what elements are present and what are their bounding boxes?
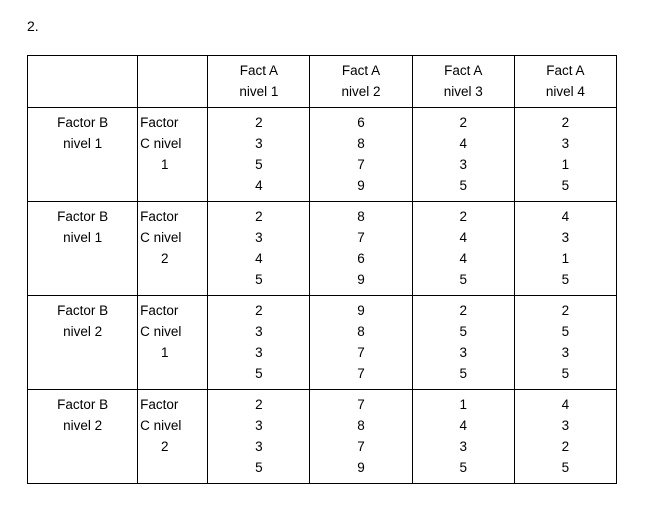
cell-values: [514, 202, 616, 296]
value: 2: [255, 303, 263, 318]
value: 3: [561, 230, 570, 245]
cell-values: [208, 202, 310, 296]
row-sublabel-line2: C nivel: [140, 230, 182, 245]
value: 3: [561, 345, 570, 360]
cell-values: [310, 390, 412, 484]
value: 9: [357, 460, 365, 475]
row-label-line1: Factor B: [57, 209, 109, 224]
row-sublabel-line2: C nivel: [140, 136, 182, 151]
column-header-line2: nivel 2: [341, 84, 381, 99]
value: 7: [357, 157, 365, 172]
column-header-fact-a-nivel-2: [310, 56, 412, 108]
value: 2: [459, 303, 467, 318]
row-label-factor-b: [28, 296, 138, 390]
row-label-line2: nivel 2: [63, 418, 103, 433]
column-header-line2: nivel 4: [545, 84, 585, 99]
cell-values: [208, 108, 310, 202]
row-sublabel-line1: Factor: [140, 397, 179, 412]
value: 2: [561, 439, 570, 454]
value: 8: [357, 418, 365, 433]
value: 4: [255, 178, 263, 193]
row-label-line1: Factor B: [57, 397, 109, 412]
row-sublabel-line1: Factor: [140, 115, 179, 130]
value: 2: [561, 303, 570, 318]
value: 5: [459, 324, 467, 339]
row-sublabel-line1: Factor: [140, 209, 179, 224]
value: 5: [255, 460, 263, 475]
row-sublabel-line3: 2: [160, 251, 169, 266]
value: 3: [255, 345, 263, 360]
row-sublabel-line3: 1: [160, 345, 169, 360]
header-blank-1: [28, 56, 138, 108]
cell-values: [514, 390, 616, 484]
value: 5: [459, 366, 467, 381]
value: 5: [255, 272, 263, 287]
value: 7: [357, 230, 365, 245]
row-label-factor-b: [28, 390, 138, 484]
row-label-factor-b: [28, 108, 138, 202]
value: 7: [357, 366, 365, 381]
value: 9: [357, 303, 365, 318]
value: 7: [357, 345, 365, 360]
value: 4: [255, 251, 263, 266]
item-number: 2.: [27, 18, 39, 34]
cell-values: [208, 390, 310, 484]
table-header-row: [28, 56, 617, 108]
table-row: [28, 108, 617, 202]
row-sublabel-line2: C nivel: [140, 418, 182, 433]
value: 3: [459, 157, 467, 172]
value: 4: [459, 251, 467, 266]
row-label-factor-c: [138, 202, 208, 296]
value: 1: [459, 397, 467, 412]
value: 7: [357, 439, 365, 454]
cell-values: [412, 202, 514, 296]
cell-values: [310, 108, 412, 202]
column-header-fact-a-nivel-4: [514, 56, 616, 108]
value: 4: [561, 209, 570, 224]
value: 5: [561, 272, 570, 287]
value: 4: [459, 136, 467, 151]
value: 3: [561, 136, 570, 151]
value: 5: [255, 157, 263, 172]
cell-values: [310, 202, 412, 296]
value: 5: [459, 460, 467, 475]
value: 5: [255, 366, 263, 381]
column-header-line1: Fact A: [546, 63, 585, 78]
cell-values: [514, 108, 616, 202]
column-header-fact-a-nivel-1: [208, 56, 310, 108]
value: 5: [561, 178, 570, 193]
value: 6: [357, 251, 365, 266]
value: 5: [561, 366, 570, 381]
value: 5: [561, 460, 570, 475]
value: 3: [255, 230, 263, 245]
value: 8: [357, 324, 365, 339]
row-label-line2: nivel 1: [63, 230, 103, 245]
value: 5: [561, 324, 570, 339]
table-row: [28, 202, 617, 296]
value: 2: [255, 397, 263, 412]
value: 1: [561, 157, 570, 172]
value: 3: [255, 418, 263, 433]
cell-values: [412, 390, 514, 484]
value: 3: [255, 439, 263, 454]
row-label-factor-c: [138, 108, 208, 202]
value: 4: [459, 418, 467, 433]
value: 6: [357, 115, 365, 130]
value: 3: [561, 418, 570, 433]
column-header-line2: nivel 3: [443, 84, 483, 99]
row-sublabel-line3: 1: [160, 157, 169, 172]
value: 9: [357, 178, 365, 193]
row-label-factor-b: [28, 202, 138, 296]
value: 3: [255, 324, 263, 339]
value: 7: [357, 397, 365, 412]
row-label-line1: Factor B: [57, 303, 109, 318]
value: 5: [459, 272, 467, 287]
value: 2: [255, 209, 263, 224]
factorial-design-table: [27, 55, 617, 484]
value: 8: [357, 209, 365, 224]
table-row: [28, 390, 617, 484]
column-header-fact-a-nivel-3: [412, 56, 514, 108]
row-label-line2: nivel 1: [63, 136, 103, 151]
row-label-line2: nivel 2: [63, 324, 103, 339]
value: 2: [561, 115, 570, 130]
data-table-container: [27, 55, 617, 484]
row-sublabel-line1: Factor: [140, 303, 179, 318]
column-header-line1: Fact A: [341, 63, 381, 78]
header-blank-2: [138, 56, 208, 108]
cell-values: [412, 296, 514, 390]
value: 2: [459, 209, 467, 224]
value: 2: [255, 115, 263, 130]
row-sublabel-line2: C nivel: [140, 324, 182, 339]
value: 3: [255, 136, 263, 151]
row-sublabel-line3: 2: [160, 439, 169, 454]
cell-values: [412, 108, 514, 202]
value: 4: [561, 397, 570, 412]
value: 3: [459, 345, 467, 360]
column-header-line1: Fact A: [444, 63, 483, 78]
cell-values: [208, 296, 310, 390]
value: 4: [459, 230, 467, 245]
row-label-line1: Factor B: [57, 115, 109, 130]
value: 9: [357, 272, 365, 287]
column-header-line1: Fact A: [239, 63, 278, 78]
value: 2: [459, 115, 467, 130]
value: 8: [357, 136, 365, 151]
row-label-factor-c: [138, 390, 208, 484]
cell-values: [310, 296, 412, 390]
value: 1: [561, 251, 570, 266]
value: 5: [459, 178, 467, 193]
column-header-line2: nivel 1: [239, 84, 279, 99]
value: 3: [459, 439, 467, 454]
cell-values: [514, 296, 616, 390]
table-row: [28, 296, 617, 390]
row-label-factor-c: [138, 296, 208, 390]
